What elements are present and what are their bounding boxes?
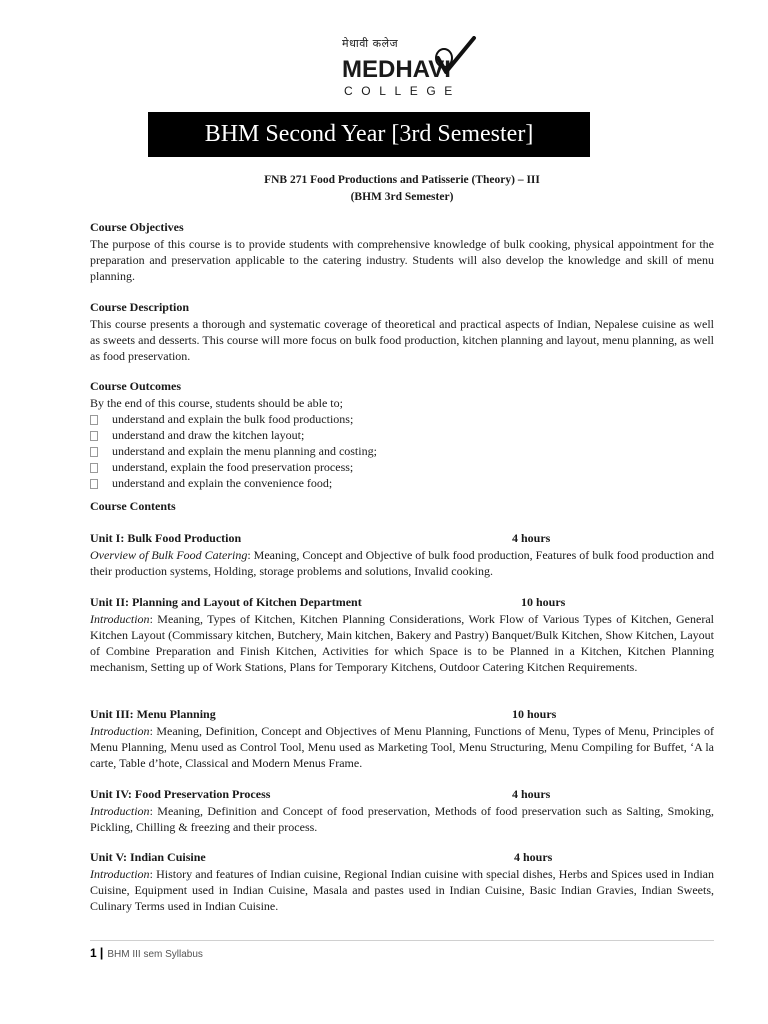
unit-4-heading [90, 787, 714, 802]
logo-hindi-text: मेधावी कलेज [342, 37, 399, 50]
unit-1-text [90, 547, 714, 579]
page-number: 1 [90, 946, 97, 960]
course-title: FNB 271 Food Productions and Patisserie (Theory) – III [264, 174, 540, 186]
semester-banner: BHM Second Year [3rd Semester] [148, 112, 590, 157]
unit-body: : Meaning, Definition, Concept and Objectives of Menu Planning, Functions of Menu, Types of Menu, Principles of Menu Planning, Menu used as Control Tool, Menu used as Marketing Tool, Menu Structuring, Menu Compiling for Buffet, ‘A la carte, Table d’hote, Classical and Modern Menus Frame. [90, 724, 714, 770]
objectives-text: The purpose of this course is to provide students with comprehensive knowledge of bulk cooking, physical appointment for the preparation and preservation applicable to the catering industry. Students will also develop the knowledge and skill of menu planning. [90, 237, 714, 283]
unit-body: : Meaning, Concept and Objective of bulk food production, Features of bulk food production and their production systems, Holding, storage problems and solutions, Invalid cooking. [90, 548, 714, 578]
unit-3-heading [90, 707, 714, 722]
unit-title: Unit II: Planning and Layout of Kitchen Department [90, 595, 362, 609]
logo-subtitle: COLLEGE [344, 84, 461, 98]
unit-intro: Introduction [90, 724, 150, 738]
contents-heading: Course Contents [90, 499, 176, 513]
logo-name: MEDHAVI [342, 56, 451, 83]
unit-hours: 10 hours [512, 707, 557, 721]
unit-1-heading [90, 531, 714, 546]
unit-5-text [90, 866, 714, 914]
list-item: understand and explain the bulk food productions; [90, 411, 377, 427]
unit-intro: Introduction [90, 867, 150, 881]
unit-2-heading [90, 595, 714, 610]
unit-hours: 4 hours [512, 531, 551, 545]
footer-label: BHM III sem Syllabus [107, 949, 203, 960]
unit-intro: Overview of Bulk Food Catering [90, 548, 248, 562]
unit-hours: 10 hours [521, 595, 566, 609]
description-text: This course presents a thorough and systematic coverage of theoretical and practical aspects of Indian, Nepalese cuisine as well as sweets and desserts. This course will more focus on bulk food production, kitchen planning and layout, menu planning, as well as food preservation. [90, 317, 714, 363]
list-item: understand and explain the convenience food; [90, 475, 377, 491]
footer-separator: | [99, 945, 104, 960]
objectives-heading: Course Objectives [90, 220, 184, 234]
outcomes-intro: By the end of this course, students should be able to; [90, 396, 343, 410]
footer-divider [90, 940, 714, 941]
outcomes-list [90, 411, 377, 491]
unit-title: Unit V: Indian Cuisine [90, 850, 206, 864]
unit-hours: 4 hours [514, 850, 553, 864]
unit-5-heading [90, 850, 714, 865]
bullet-box-icon [90, 415, 98, 425]
checkmark-icon [430, 36, 478, 76]
unit-3-text [90, 723, 714, 771]
bullet-box-icon [90, 431, 98, 441]
unit-body: : Meaning, Definition and Concept of food preservation, Methods of food preservation such as Salting, Smoking, Pickling, Chilling & freezing and their process. [90, 804, 714, 834]
unit-2-text [90, 611, 714, 675]
bullet-box-icon [90, 463, 98, 473]
unit-title: Unit IV: Food Preservation Process [90, 787, 271, 801]
list-item: understand and draw the kitchen layout; [90, 427, 377, 443]
course-subtitle: (BHM 3rd Semester) [350, 191, 454, 203]
list-item: understand and explain the menu planning and costing; [90, 443, 377, 459]
unit-hours: 4 hours [512, 787, 551, 801]
unit-4-text [90, 803, 714, 835]
description-heading: Course Description [90, 300, 189, 314]
bullet-box-icon [90, 447, 98, 457]
course-heading [90, 172, 714, 206]
college-logo [340, 36, 480, 102]
unit-body: : History and features of Indian cuisine, Regional Indian cuisine with special dishes, Herbs and Spices used in Indian Cuisine, Equipment used in Indian Cuisine, Masala and pastes used in Indian Cuisine, Basic Indian Gravies, Indian Sweets, Culinary Terms used in Indian Cuisine. [90, 867, 714, 913]
list-item: understand, explain the food preservation process; [90, 459, 377, 475]
unit-body: : Meaning, Types of Kitchen, Kitchen Planning Considerations, Work Flow of Various Types of Kitchen, General Kitchen Layout (Commissary kitchen, Butchery, Main kitchen, Bakery and Pastry) Banquet/Bulk Kitchen, Show Kitchen, Layout of Combine Preparation and Finish Kitchen, Activities for which Space is to be Planned in a Kitchen, Kitchen Planning mechanism, Setting up of Work Stations, Plans for Temporary Kitchens, Outdoor Catering Kitchen Requirements. [90, 612, 714, 674]
outcomes-heading: Course Outcomes [90, 379, 181, 393]
page-footer [90, 945, 203, 960]
unit-title: Unit I: Bulk Food Production [90, 531, 242, 545]
unit-title: Unit III: Menu Planning [90, 707, 216, 721]
unit-intro: Introduction [90, 612, 150, 626]
bullet-box-icon [90, 479, 98, 489]
unit-intro: Introduction [90, 804, 150, 818]
